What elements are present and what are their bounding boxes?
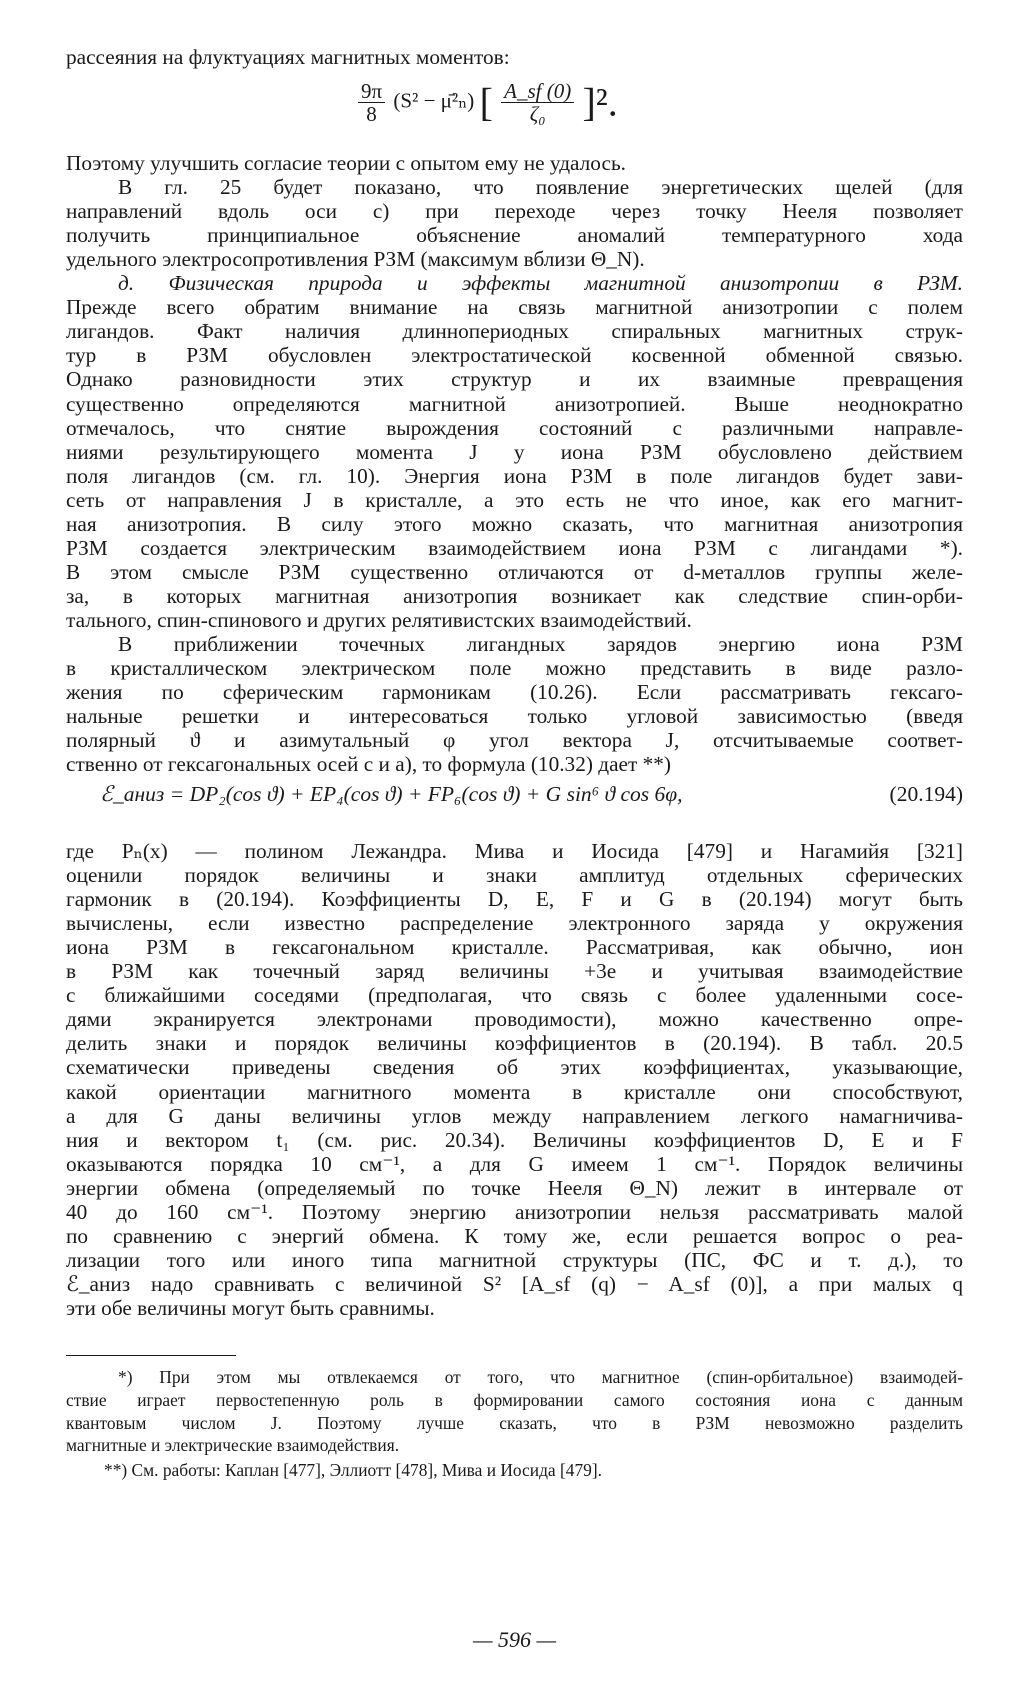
text-line: за, в которых магнитная анизотропия возникает как следствие спин-орби-	[66, 583, 963, 608]
eq-frac-den: ζ₀	[529, 102, 546, 126]
text-line: сеть от направления J в кристалле, а это есть не что иное, как его магнит-	[66, 487, 963, 512]
text-line: дями экранируется электронами проводимости), можно качественно опре-	[66, 1007, 963, 1032]
text-line: Однако разновидности этих структур и их взаимные превращения	[66, 367, 963, 392]
text-line: ния и вектором t₁ (см. рис. 20.34). Величины коэффициентов D, E и F	[66, 1127, 963, 1152]
equation-20-194	[100, 781, 963, 807]
text-line: д. Физическая природа и эффекты магнитной анизотропии в РЗМ.	[118, 271, 963, 296]
text-line: удельного электросопротивления РЗМ (максимум вблизи Θ_N).	[66, 247, 645, 272]
text-line: схематически приведены сведения об этих коэффициентах, указывающие,	[66, 1055, 963, 1080]
text-line: делить знаки и порядок величины коэффициентов в (20.194). В табл. 20.5	[66, 1031, 963, 1056]
text-line: а для G даны величины углов между направлением легкого намагничива-	[66, 1103, 963, 1128]
footnote-rule	[66, 1355, 236, 1356]
eq-bracket-open: [	[479, 79, 493, 125]
text-line: направлений вдоль оси c) при переходе через точку Нееля позволяет	[66, 199, 963, 224]
text-line: тального, спин-спинового и других релятивистских взаимодействий.	[66, 607, 692, 632]
footnote-line: ствие играет первостепенную роль в формировании самого состояния иона с данным	[66, 1390, 963, 1410]
footnote-line: магнитные и электрические взаимодействия.	[66, 1435, 400, 1455]
eq2-body: ℰ_аниз = DP₂(cos ϑ) + EP₄(cos ϑ) + FP₆(cos ϑ) + G sin⁶ ϑ cos 6φ,	[100, 782, 683, 806]
text-line: тур в РЗМ обусловлен электростатической косвенной обменной связью.	[66, 343, 963, 368]
text-line: в кристаллическом электрическом поле можно представить в виде разло-	[66, 656, 963, 681]
text-line: вычислены, если известно распределение электронного заряда у окружения	[66, 911, 963, 936]
text-line: рассеяния на флуктуациях магнитных моментов:	[66, 45, 510, 69]
text-line: ℰ_аниз надо сравнивать с величиной S² [A_sf (q) − A_sf (0)], а при малых q	[66, 1271, 963, 1296]
eq-paren: (S² − μ̄²ₙ)	[393, 88, 475, 113]
text-line: 40 до 160 см⁻¹. Поэтому энергию анизотропии нельзя рассматривать малой	[66, 1199, 963, 1224]
eq-coef-den: 8	[366, 102, 377, 126]
text-line: оказываются порядка 10 см⁻¹, а для G имеем 1 см⁻¹. Порядок величины	[66, 1151, 963, 1176]
text-line: полярный ϑ и азимутальный φ угол вектора J, отсчитываемые соответ-	[66, 728, 963, 753]
text-line: ная анизотропия. В силу этого можно сказать, что магнитная анизотропия	[66, 511, 963, 536]
text-line: В гл. 25 будет показано, что появление энергетических щелей (для	[118, 175, 963, 200]
text-line: получить принципиальное объяснение аномалий температурного хода	[66, 223, 963, 248]
text-line: РЗМ создается электрическим взаимодействием иона РЗМ с лигандами *).	[66, 535, 963, 560]
text-line: эти обе величины могут быть сравнимы.	[66, 1295, 435, 1320]
page-number: — 596 —	[472, 1627, 557, 1652]
equation-scattering	[355, 80, 618, 125]
text-line: существенно определяются магнитной анизотропией. Выше неоднократно	[66, 391, 963, 416]
text-line: отмечалось, что снятие вырождения состояний с различными направле-	[66, 415, 963, 440]
text-line: какой ориентации магнитного момента в кристалле они способствуют,	[66, 1079, 963, 1104]
footnote-line: квантовым числом J. Поэтому лучше сказать, что в РЗМ невозможно разделить	[66, 1413, 963, 1433]
eq-coef-num: 9π	[358, 80, 385, 103]
text-line: энергии обмена (определяемый по точке Нееля Θ_N) лежит в интервале от	[66, 1175, 963, 1200]
eq-bracket-close: ]².	[582, 79, 618, 125]
text-line: поля лигандов (см. гл. 10). Энергия иона РЗМ в поле лигандов будет зави-	[66, 463, 963, 488]
footnote-line: *) При этом мы отвлекаемся от того, что магнитное (спин-орбитальное) взаимодей-	[118, 1367, 963, 1387]
text-line: нальные решетки и интересоваться только угловой зависимостью (введя	[66, 704, 963, 729]
text-line: лигандов. Факт наличия длиннопериодных спиральных магнитных струк-	[66, 319, 963, 344]
text-line: В этом смысле РЗМ существенно отличаются от d-металлов группы желе-	[66, 559, 963, 584]
text-line: В приближении точечных лигандных зарядов энергию иона РЗМ	[118, 632, 963, 656]
eq2-number: (20.194)	[889, 782, 963, 806]
text-line: где Pₙ(x) — полином Лежандра. Мива и Иосида [479] и Нагамийя [321]	[66, 839, 963, 863]
text-line: ниями результирующего момента J у иона РЗМ обусловлено действием	[66, 439, 963, 464]
eq-frac-num: A_sf (0)	[501, 80, 574, 103]
text-line: Поэтому улучшить согласие теории с опытом ему не удалось.	[66, 151, 626, 175]
text-line: с ближайшими соседями (предполагая, что связь с более удаленными сосе-	[66, 983, 963, 1008]
text-line: по сравнению с энергий обмена. К тому же, если решается вопрос о реа-	[66, 1223, 963, 1248]
text-line: ственно от гексагональных осей c и a), то формула (10.32) дает **)	[66, 752, 672, 777]
footnote-line: **) См. работы: Каплан [477], Эллиотт [478], Мива и Иосида [479].	[104, 1460, 603, 1480]
text-line: гармоник в (20.194). Коэффициенты D, E, F и G в (20.194) могут быть	[66, 887, 963, 912]
text-line: жения по сферическим гармоникам (10.26). Если рассматривать гексаго-	[66, 680, 963, 705]
text-line: иона РЗМ в гексагональном кристалле. Рассматривая, как обычно, ион	[66, 935, 963, 960]
text-line: Прежде всего обратим внимание на связь магнитной анизотропии с полем	[66, 295, 963, 320]
text-line: лизации того или иного типа магнитной структуры (ПС, ФС и т. д.), то	[66, 1247, 963, 1272]
text-line: оценили порядок величины и знаки амплитуд отдельных сферических	[66, 863, 963, 888]
text-line: в РЗМ как точечный заряд величины +3e и учитывая взаимодействие	[66, 959, 963, 984]
